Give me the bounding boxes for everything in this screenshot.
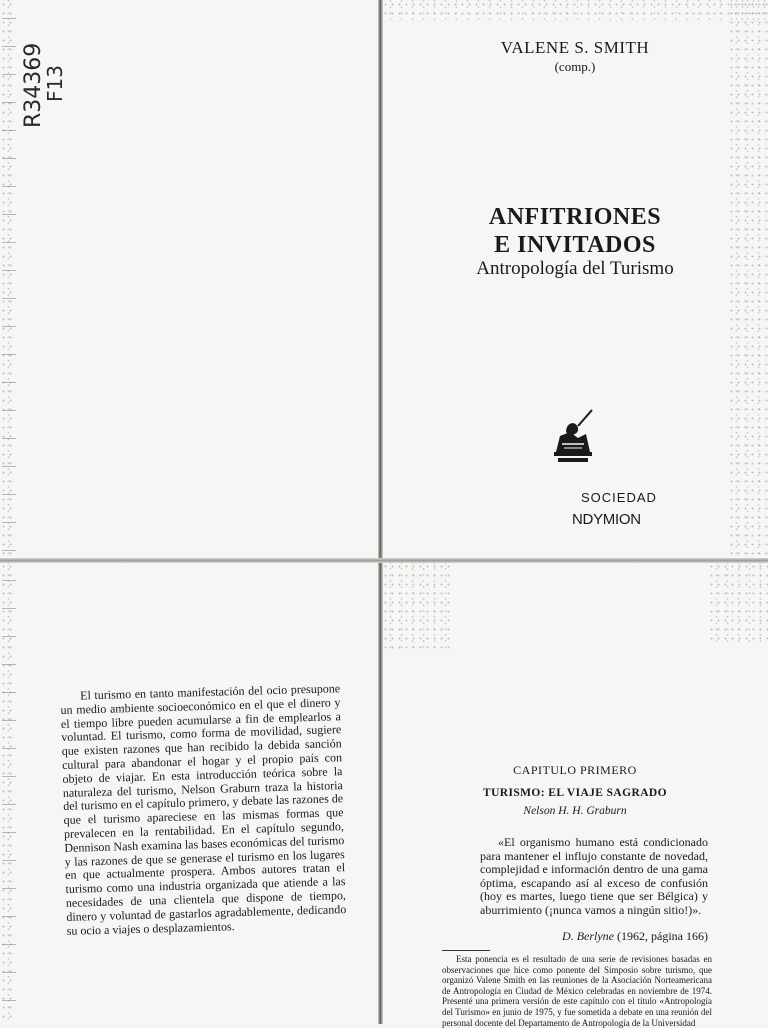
page-edge-speckle xyxy=(728,0,768,560)
shelf-mark-suffix: F13 xyxy=(43,65,67,102)
footnote xyxy=(442,954,712,1028)
chapter-title: TURISMO: EL VIAJE SAGRADO xyxy=(483,787,667,799)
footnote-divider xyxy=(442,950,490,951)
scan-divider xyxy=(0,558,768,563)
page-corner-speckle xyxy=(382,562,452,652)
author-role: (comp.) xyxy=(554,59,596,74)
book-title-line-1: ANFITRIONES xyxy=(488,204,662,230)
book-spine-gutter xyxy=(378,0,383,1024)
epigraph-author: D. Berlyne xyxy=(562,929,615,943)
book-title xyxy=(382,203,768,259)
publisher-name-line-1: SOCIEDAD xyxy=(581,490,657,505)
book-title-line-2: E INVITADOS xyxy=(494,232,656,258)
epigraph-source: (1962, página 166) xyxy=(614,929,708,943)
page-corner-speckle xyxy=(708,562,768,642)
epigraph-citation xyxy=(562,929,708,944)
blurb-text xyxy=(60,682,347,938)
chapter-opening-page xyxy=(382,562,768,1028)
page-edge-marks xyxy=(2,0,16,560)
blurb-page xyxy=(0,562,380,1024)
epigraph xyxy=(480,836,708,917)
publisher-logo-icon xyxy=(548,408,598,468)
book-subtitle: Antropología del Turismo xyxy=(476,258,674,279)
footnote-text: Esta ponencia es el resultado de una serie de revisiones basadas en observaciones que hice como ponente del Simposio sobre turismo, que organizó Valene Smith en las reuniones de la Asociación Norteamericana de Antropología en Ciudad de México celebradas en noviembre de 1974. Presenté una primera versión de este capítulo con el título «Antropología del Turismo» en junio de 1975, y fue sometida a debate en una reunión del personal docente del Departamento de Antropología de la Universidad xyxy=(442,954,712,1028)
title-page xyxy=(382,0,768,560)
page-top-speckle xyxy=(382,0,768,22)
handwritten-shelf-mark xyxy=(21,12,90,132)
page-edge-marks xyxy=(2,562,16,1024)
book-author: VALENE S. SMITH xyxy=(500,38,650,57)
publisher-name-line-2: NDYMION xyxy=(572,511,641,528)
blank-left-page xyxy=(0,0,380,560)
blurb-paragraph: El turismo en tanto manifestación del ocio presupone un medio ambiente socioeconómico en el que el dinero y el tiempo libre pueden acumularse a fin de emplearlos a voluntad. El turismo, como forma de movilidad, sugiere que existen razones que han recibido la debida sanción cultural para abandonar el hogar y el propio país con objeto de viajar. En esta introducción teórica sobre la naturaleza del turismo, Nelson Graburn traza la historia del turismo en el capítulo primero, y debate las razones de que el turismo apareciese en las mismas formas que prevalecen en la rentabilidad. En el capítulo segundo, Dennison Nash examina las bases económicas del turismo y las razones de que se generase el turismo en los lugares en que actualmente prospera. Ambos autores tratan el turismo como una industria organizada que atiende a las necesidades de una clientela que dispone de tiempo, dinero y voluntad de gastarlos agradablemente, dedicando su ocio a viajes o desplazamientos. xyxy=(60,681,347,938)
epigraph-text: «El organismo humano está condicionado para mantener el influjo constante de novedad, complejidad e información dentro de una gama óptima, escapando así al exceso de confusión (hoy es martes, luego tiene que ser Bélgica) y aburrimiento (¡nunca vamos a ningún sitio!)». xyxy=(480,835,708,917)
chapter-author: Nelson H. H. Graburn xyxy=(523,805,627,817)
shelf-mark-code: R34369 xyxy=(21,42,46,128)
chapter-label: CAPITULO PRIMERO xyxy=(513,763,637,777)
